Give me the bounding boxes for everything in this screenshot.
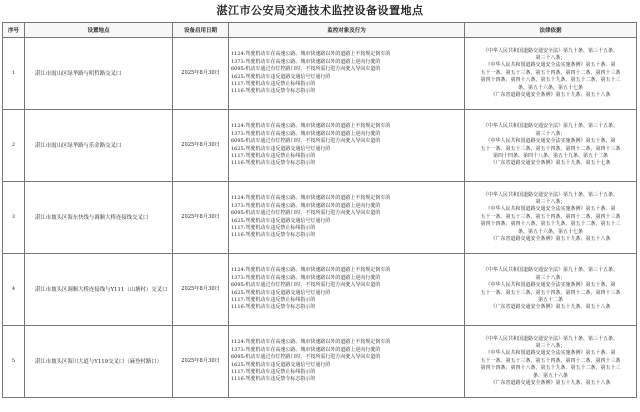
violation-line: 1117:驾驶机动车违反禁止标线指示的 bbox=[231, 152, 316, 159]
row-number: 5 bbox=[3, 326, 25, 398]
legal-basis-line: 《中华人民共和国道路交通安全法实施条例》第五十条、第 bbox=[485, 350, 616, 357]
legal-basis-line: 《广东省道路交通安全条例》第五十九条、第五十七条 bbox=[490, 160, 611, 167]
row-violations bbox=[229, 38, 465, 110]
legal-basis-line: 第四十四条、第四十八条、第五十九条、第五十二条、第五十三 bbox=[480, 365, 621, 372]
table-row bbox=[3, 254, 637, 326]
document-title: 湛江市公安局交通技术监控设备设置地点 bbox=[216, 4, 424, 17]
legal-basis-line: 《中华人民共和国道路交通安全法实施条例》第五十条、第 bbox=[485, 138, 616, 145]
violation-line: 1625:驾驶机动车违反道路交通信号灯通行的 bbox=[231, 145, 331, 152]
row-start-date: 2025年8月30日 bbox=[173, 254, 229, 326]
violation-line: 1116:驾驶机动车违反禁令标志指示的 bbox=[231, 304, 316, 311]
header-date: 设备启用日期 bbox=[173, 23, 229, 38]
violation-line: 6095:机动车通过有灯控路口时，不按所需行进方向驶入导向车道的 bbox=[231, 138, 381, 145]
row-start-date: 2025年8月30日 bbox=[173, 326, 229, 398]
legal-basis-line: 《中华人民共和国道路交通安全法实施条例》第五十条、第 bbox=[485, 206, 616, 213]
legal-basis-line: 第四十四条、第四十八条、第五十九条、第五十二条、第五十三 bbox=[480, 221, 621, 228]
violation-line: 1625:驾驶机动车违反道路交通信号灯通行的 bbox=[231, 289, 331, 296]
legal-basis-line: 第三十八条； bbox=[535, 198, 566, 205]
violation-line: 1373:驾驶机动车在高速公路、城市快速路以外的道路上逆向行驶的 bbox=[231, 202, 381, 209]
row-legal-basis bbox=[465, 38, 637, 110]
row-violations bbox=[229, 182, 465, 254]
row-location: 湛江市坡头区海东快线与调顺大桥连接线交叉口 bbox=[25, 182, 173, 254]
legal-basis-line: 条、第五十六条、第五十七条 bbox=[517, 84, 583, 91]
row-location: 湛江市霞山区绿华路与明哲路交叉口 bbox=[25, 38, 173, 110]
legal-basis-line: 第三十八条； bbox=[535, 274, 566, 281]
violation-line: 1124:驾驶机动车在高速公路、城市快速路以外的道路上不按规定倒车的 bbox=[231, 339, 391, 346]
header-no: 序号 bbox=[3, 23, 25, 38]
legal-basis-line: 第三十八条； bbox=[535, 54, 566, 61]
violation-line: 1373:驾驶机动车在高速公路、城市快速路以外的道路上逆向行驶的 bbox=[231, 346, 381, 353]
legal-basis-line: 《广东省道路交通安全条例》第五十九条、第五十八条 bbox=[490, 92, 611, 99]
legal-basis-line: 《中华人民共和国道路交通安全法》第九十条、第三十五条、 bbox=[482, 123, 618, 130]
legal-basis-line: 《中华人民共和国道路交通安全法》第九十条、第三十五条、 bbox=[482, 47, 618, 54]
table-row bbox=[3, 110, 637, 182]
monitoring-table bbox=[2, 22, 637, 398]
row-violations bbox=[229, 254, 465, 326]
violation-line: 1116:驾驶机动车违反禁令标志指示的 bbox=[231, 88, 316, 95]
row-violations bbox=[229, 326, 465, 398]
legal-basis-line: 《中华人民共和国道路交通安全法实施条例》第五十条、第 bbox=[485, 282, 616, 289]
violation-line: 6095:机动车通过有灯控路口时，不按所需行进方向驶入导向车道的 bbox=[231, 66, 381, 73]
table-row bbox=[3, 38, 637, 110]
legal-basis-line: 《中华人民共和国道路交通安全法》第九十条、第三十五条、 bbox=[482, 335, 618, 342]
header-location: 设置地点 bbox=[25, 23, 173, 38]
violation-line: 6095:机动车通过有灯控路口时，不按所需行进方向驶入导向车道的 bbox=[231, 282, 381, 289]
violation-line: 1625:驾驶机动车违反道路交通信号灯通行的 bbox=[231, 217, 331, 224]
row-location: 湛江市坡头区调顺大桥连接线与Y111（山塘村）交叉口 bbox=[25, 254, 173, 326]
row-number: 1 bbox=[3, 38, 25, 110]
row-number: 2 bbox=[3, 110, 25, 182]
violation-line: 1124:驾驶机动车在高速公路、城市快速路以外的道路上不按规定倒车的 bbox=[231, 267, 391, 274]
violation-line: 6095:机动车通过有灯控路口时，不按所需行进方向驶入导向车道的 bbox=[231, 210, 381, 217]
legal-basis-line: 第五十二条 bbox=[537, 296, 563, 303]
violation-line: 1116:驾驶机动车违反禁令标志指示的 bbox=[231, 160, 316, 167]
violation-line: 1116:驾驶机动车违反禁令标志指示的 bbox=[231, 232, 316, 239]
table-header-row bbox=[3, 23, 637, 38]
row-legal-basis bbox=[465, 182, 637, 254]
violation-line: 1124:驾驶机动车在高速公路、城市快速路以外的道路上不按规定倒车的 bbox=[231, 123, 391, 130]
legal-basis-line: 五十一条、第五十三条、第五十四条、第四十二条、第四十三条 bbox=[480, 289, 621, 296]
violation-line: 1117:驾驶机动车违反禁止标线指示的 bbox=[231, 368, 316, 375]
row-legal-basis bbox=[465, 110, 637, 182]
legal-basis-line: 第三十八条； bbox=[535, 130, 566, 137]
row-start-date: 2025年8月30日 bbox=[173, 110, 229, 182]
legal-basis-line: 五十一条、第五十三条、第五十四条、第四十二条、第四十三条 bbox=[480, 213, 621, 220]
violation-line: 1117:驾驶机动车违反禁止标线指示的 bbox=[231, 80, 316, 87]
legal-basis-line: 条、第五十六条 bbox=[532, 372, 568, 379]
violation-line: 1124:驾驶机动车在高速公路、城市快速路以外的道路上不按规定倒车的 bbox=[231, 195, 391, 202]
violation-line: 1117:驾驶机动车违反禁止标线指示的 bbox=[231, 224, 316, 231]
row-legal-basis bbox=[465, 254, 637, 326]
legal-basis-line: 《中华人民共和国道路交通安全法》第九十条、第三十五条、 bbox=[482, 191, 618, 198]
violation-line: 1373:驾驶机动车在高速公路、城市快速路以外的道路上逆向行驶的 bbox=[231, 58, 381, 65]
violation-line: 1625:驾驶机动车违反道路交通信号灯通行的 bbox=[231, 73, 331, 80]
row-start-date: 2025年8月30日 bbox=[173, 38, 229, 110]
legal-basis-line: 《中华人民共和国道路交通安全法》第九十条、第三十五条、 bbox=[482, 267, 618, 274]
row-start-date: 2025年8月30日 bbox=[173, 182, 229, 254]
legal-basis-line: 《广东省道路交通安全条例》第五十九条、第五十八条 bbox=[490, 380, 611, 387]
violation-line: 1373:驾驶机动车在高速公路、城市快速路以外的道路上逆向行驶的 bbox=[231, 274, 381, 281]
row-violations bbox=[229, 110, 465, 182]
violation-line: 1124:驾驶机动车在高速公路、城市快速路以外的道路上不按规定倒车的 bbox=[231, 51, 391, 58]
violation-line: 1625:驾驶机动车违反道路交通信号灯通行的 bbox=[231, 361, 331, 368]
row-number: 4 bbox=[3, 254, 25, 326]
row-location: 湛江市霞山区绿华路与乐金路交叉口 bbox=[25, 110, 173, 182]
header-violations: 监控对象及行为 bbox=[229, 23, 465, 38]
legal-basis-line: 第四十四条、第四十八条、第五十九条、第五十二条 bbox=[492, 152, 608, 159]
violation-line: 1116:驾驶机动车违反禁令标志指示的 bbox=[231, 376, 316, 383]
violation-line: 6095:机动车通过有灯控路口时，不按所需行进方向驶入导向车道的 bbox=[231, 354, 381, 361]
legal-basis-line: 《广东省道路交通安全条例》第五十九条、第五十八条 bbox=[490, 236, 611, 243]
legal-basis-line: 五十一条、第五十三条、第五十四条、第四十二条、第四十三条 bbox=[480, 145, 621, 152]
legal-basis-line: 第四十四条、第四十八条、第五十九条、第五十二条、第五十三 bbox=[480, 77, 621, 84]
legal-basis-line: 《中华人民共和国道路交通安全法实施条例》第五十条、第 bbox=[485, 62, 616, 69]
row-number: 3 bbox=[3, 182, 25, 254]
legal-basis-line: 第三十八条； bbox=[535, 342, 566, 349]
row-legal-basis bbox=[465, 326, 637, 398]
legal-basis-line: 五十一条、第五十三条、第五十四条、第四十二条、第四十三条 bbox=[480, 357, 621, 364]
table-row bbox=[3, 326, 637, 398]
legal-basis-line: 《广东省道路交通安全条例》第五十九条、第五十八条 bbox=[490, 304, 611, 311]
legal-basis-line: 条、第五十六条、第五十七条 bbox=[517, 228, 583, 235]
header-law: 法律依据 bbox=[465, 23, 637, 38]
legal-basis-line: 五十一条、第五十三条、第五十四条、第四十二条、第四十三条 bbox=[480, 69, 621, 76]
row-location: 湛江市坡头区海川大道与Y119交叉口（麻登村路口） bbox=[25, 326, 173, 398]
table-row bbox=[3, 182, 637, 254]
violation-line: 1373:驾驶机动车在高速公路、城市快速路以外的道路上逆向行驶的 bbox=[231, 130, 381, 137]
violation-line: 1117:驾驶机动车违反禁止标线指示的 bbox=[231, 296, 316, 303]
